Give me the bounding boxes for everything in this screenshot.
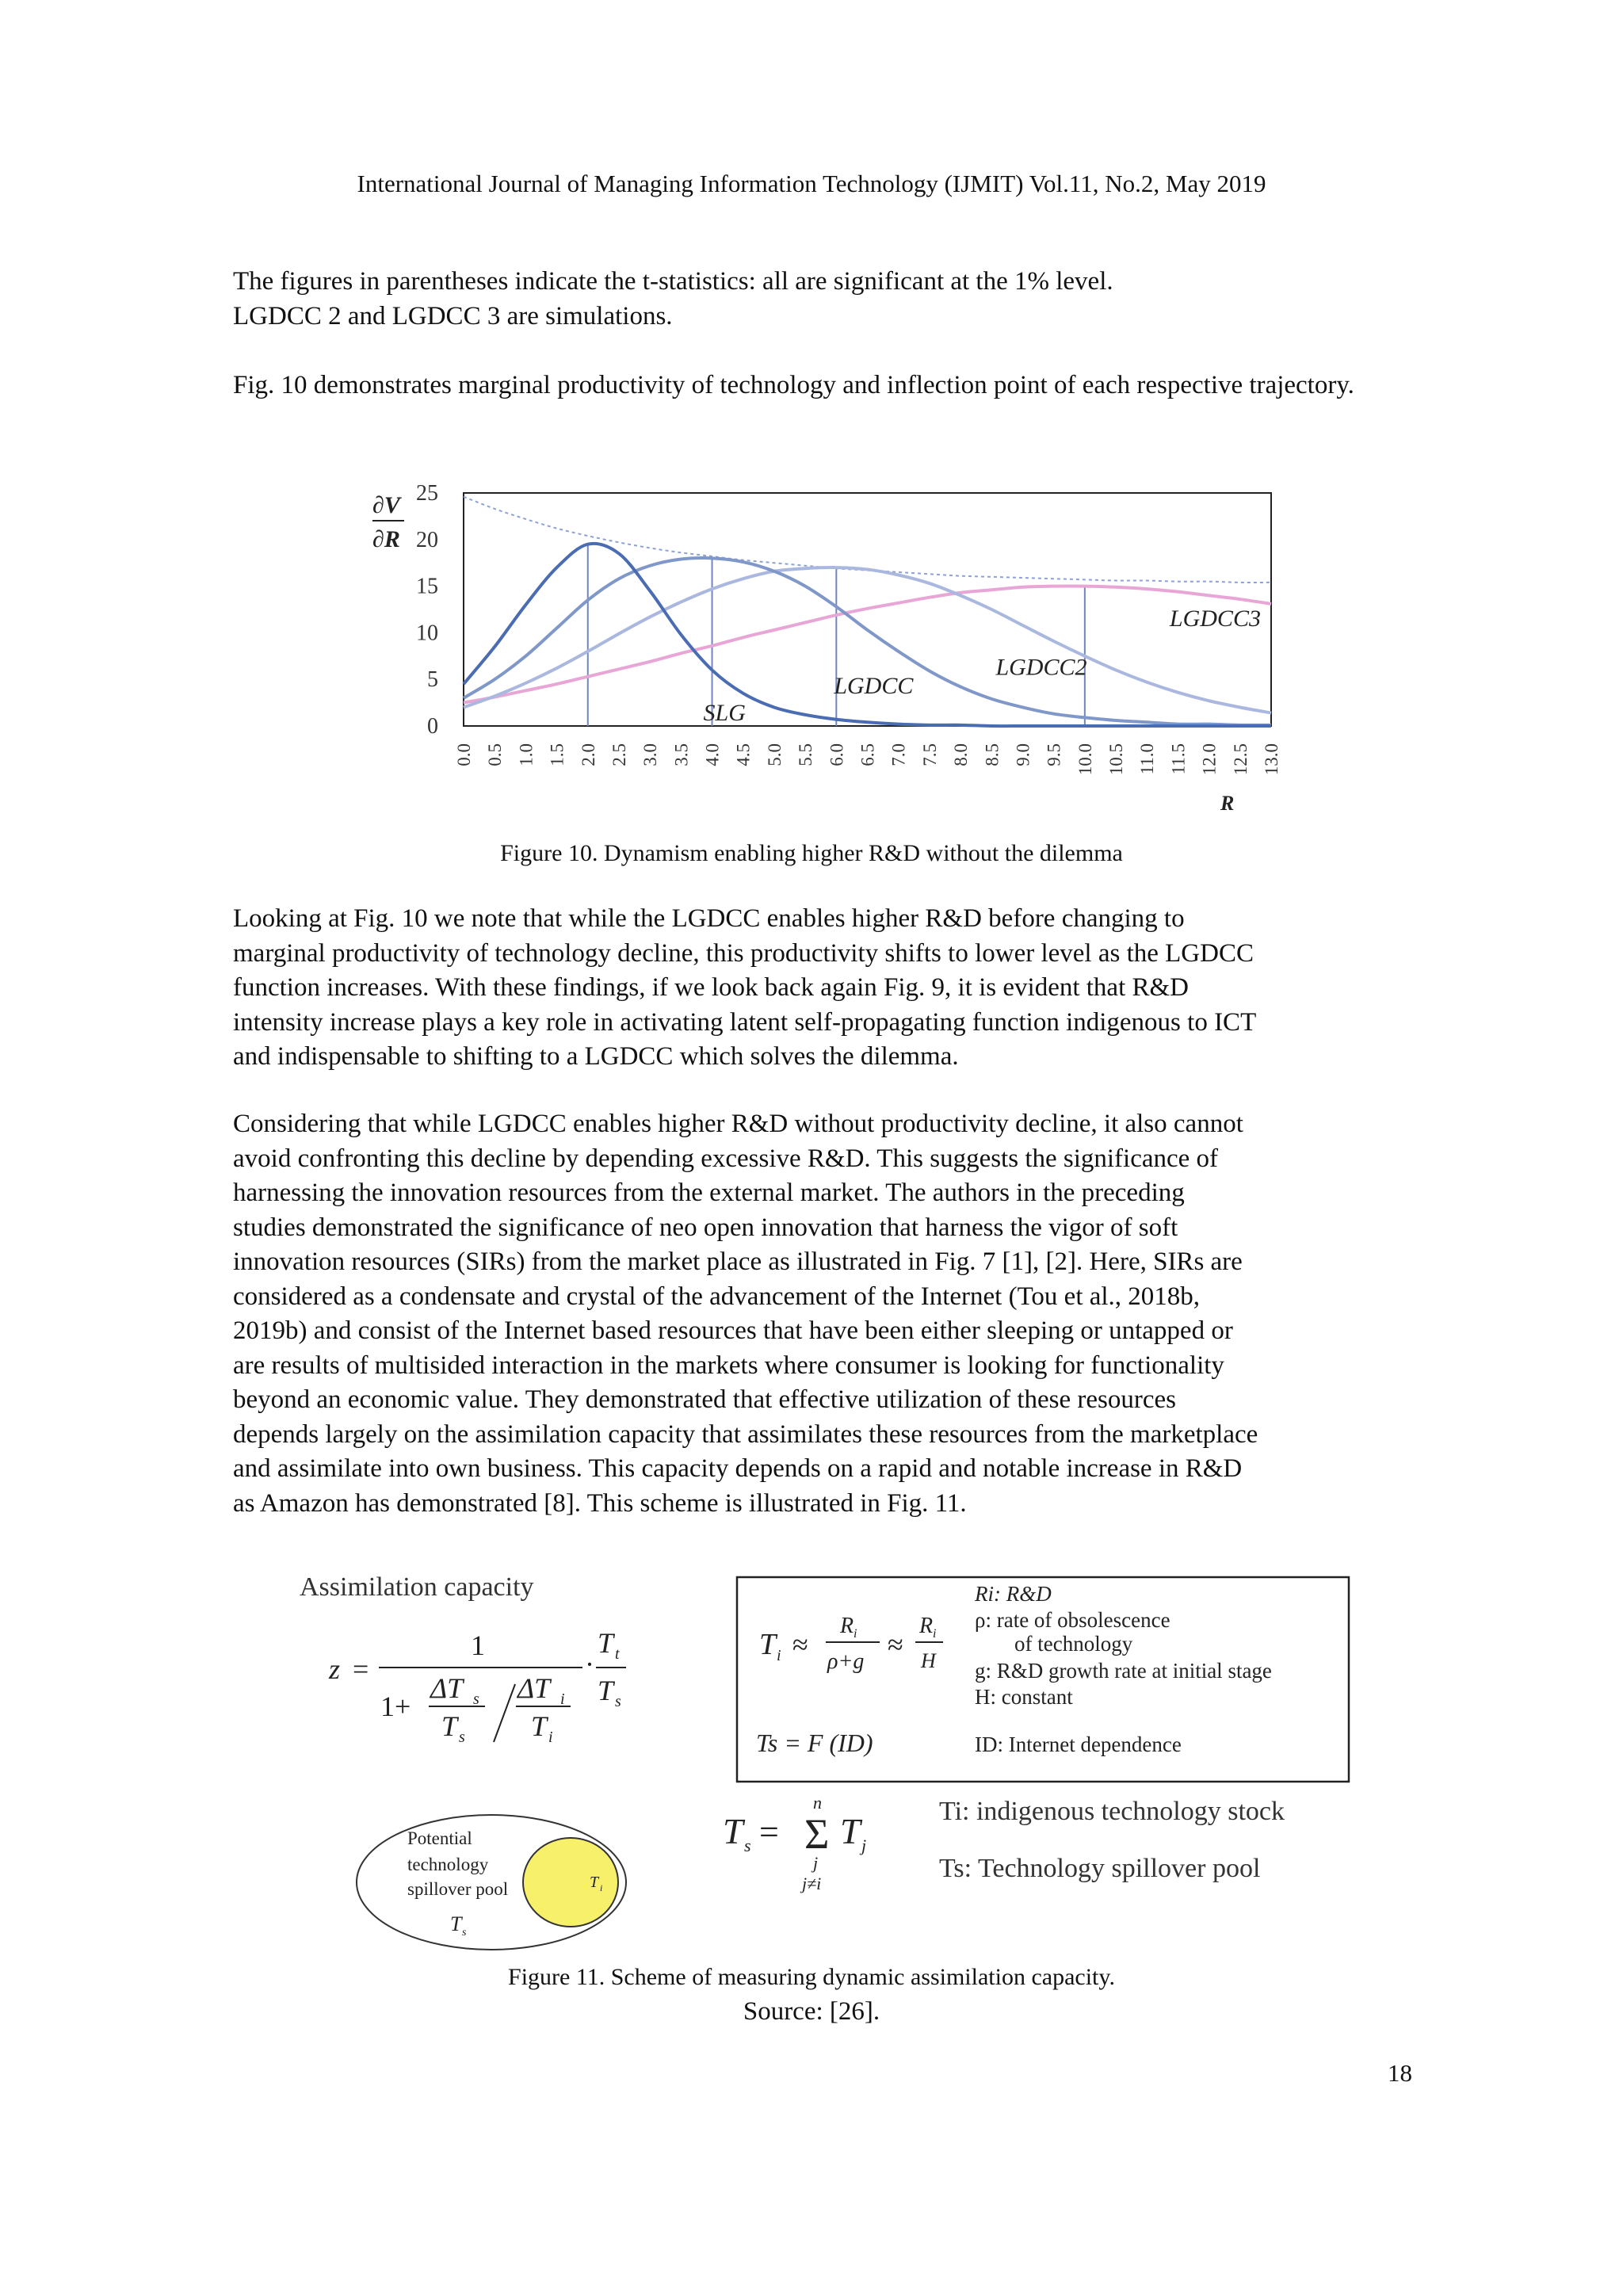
indigenous-stock-circle (523, 1838, 618, 1927)
y-tick-label: 15 (416, 574, 438, 599)
p1-line: function increases. With these findings, if we look back again Fig. 9, it is evident that R&D (233, 973, 1189, 1002)
p1-line: Looking at Fig. 10 we note that while the LGDCC enables higher R&D before changing to (233, 904, 1185, 933)
x-tick-label: 7.5 (919, 743, 940, 766)
series-label-lgdcc: LGDCC (834, 672, 914, 699)
p2-line: harnessing the innovation resources from the external market. The authors in the preceding (233, 1179, 1185, 1207)
h-denom: H (921, 1649, 936, 1672)
x-tick-label: 9.0 (1013, 743, 1033, 766)
pool-label-1: Potential (407, 1828, 472, 1848)
tt-num: T (598, 1627, 614, 1659)
x-tick-label: 3.0 (640, 743, 661, 766)
ts-den: T (598, 1675, 614, 1706)
ti-denom: T (531, 1710, 548, 1742)
x-tick-label: 4.0 (702, 743, 723, 766)
tj-term: T (840, 1811, 861, 1851)
sub-s: s (459, 1729, 465, 1746)
p2-line: are results of multisided interaction in the markets where consumer is looking for functionality (233, 1350, 1224, 1380)
def-ti: Ti: indigenous technology stock (939, 1797, 1285, 1826)
sum-equals: = (759, 1813, 779, 1851)
fig11-source: Source: [26]. (743, 1997, 880, 2026)
pool-ts: T (450, 1912, 462, 1935)
sub-t: t (615, 1645, 620, 1663)
x-tick-label: 10.5 (1106, 743, 1127, 776)
legend-h: H: constant (975, 1685, 1073, 1709)
equals-sign: = (353, 1653, 369, 1685)
body-paragraph-2 (233, 1107, 1411, 1521)
ts-function: Ts = F (ID) (756, 1729, 873, 1757)
p2-line: 2019b) and consist of the Internet based resources that have been either sleeping or untapped or (233, 1316, 1233, 1345)
body-paragraph-1 (233, 902, 1411, 1075)
legend-rho-2: of technology (1014, 1632, 1133, 1656)
x-tick-label: 11.5 (1168, 743, 1189, 775)
sub-s: s (473, 1690, 479, 1708)
fig11-scheme (293, 1561, 1363, 1958)
sub-i: i (560, 1690, 565, 1708)
multiply-dot: · (585, 1648, 594, 1680)
sub-i: i (548, 1729, 553, 1746)
x-tick-label: 12.0 (1199, 743, 1220, 776)
series-label-lgdcc2: LGDCC2 (995, 654, 1087, 681)
fig10-chart (349, 474, 1284, 823)
x-tick-label: 4.5 (733, 743, 754, 766)
slash (494, 1684, 515, 1742)
x-tick-label: 3.5 (671, 743, 692, 766)
x-tick-label: 6.0 (827, 743, 847, 766)
ti-symbol: T (759, 1628, 777, 1661)
delta-ts: ΔT (430, 1672, 464, 1704)
x-tick-label: 11.0 (1137, 743, 1158, 775)
p2-line: and assimilate into own business. This capacity depends on a rapid and notable increase in R&D (233, 1454, 1243, 1483)
x-tick-label: 8.5 (982, 743, 1002, 766)
y-tick-label: 0 (427, 714, 438, 739)
approx-1: ≈ (792, 1629, 808, 1660)
fig11-caption: Figure 11. Scheme of measuring dynamic assimilation capacity. (508, 1964, 1115, 1990)
p1-line: intensity increase plays a key role in activating latent self-propagating function indigenous to ICT (233, 1007, 1257, 1037)
p2-line: innovation resources (SIRs) from the market place as illustrated in Fig. 7 [1], [2]. Here, SIRs are (233, 1247, 1243, 1276)
p2-line: as Amazon has demonstrated [8]. This scheme is illustrated in Fig. 11. (233, 1488, 967, 1518)
x-tick-label: 12.5 (1230, 743, 1251, 776)
fig10-intro-paragraph: Fig. 10 demonstrates marginal productivity of technology and inflection point of each respective trajectory. (233, 371, 1354, 399)
p2-line: Considering that while LGDCC enables higher R&D without productivity decline, it also cannot (233, 1110, 1243, 1138)
x-tick-label: 1.0 (516, 743, 537, 766)
x-tick-label: 2.0 (578, 743, 598, 766)
sum-lower-j: j (813, 1853, 819, 1873)
sub-s: s (615, 1693, 621, 1710)
sum-lower-cond: j≠i (802, 1874, 822, 1893)
rho-g: ρ+g (827, 1649, 865, 1674)
sub-i: i (933, 1627, 937, 1641)
x-tick-label: 0.0 (454, 743, 474, 766)
y-axis-label-top: ∂V (372, 492, 400, 518)
y-tick-label: 5 (427, 667, 438, 693)
ri-num: R (840, 1614, 854, 1638)
def-ts: Ts: Technology spillover pool (939, 1854, 1261, 1883)
p1-line: and indispensable to shifting to a LGDCC which solves the dilemma. (233, 1042, 959, 1071)
intro-line-2: LGDCC 2 and LGDCC 3 are simulations. (233, 301, 673, 330)
page-number: 18 (1388, 2059, 1412, 2087)
p1-line: marginal productivity of technology decline, this productivity shifts to lower level as the LGDCC (233, 938, 1254, 968)
x-tick-label: 8.0 (951, 743, 972, 766)
x-tick-label: 1.5 (547, 743, 567, 766)
x-tick-label: 6.5 (857, 743, 878, 766)
intro-line-1: The figures in parentheses indicate the t-statistics: all are significant at the 1% level. (233, 267, 1113, 296)
p2-line: studies demonstrated the significance of neo open innovation that harness the vigor of soft (233, 1213, 1178, 1242)
ts-denom: T (441, 1710, 458, 1742)
running-header: International Journal of Managing Information Technology (IJMIT) Vol.11, No.2, May 2019 (357, 170, 1266, 197)
one-plus: 1+ (380, 1690, 411, 1722)
p2-line: depends largely on the assimilation capacity that assimilates these resources from the marketplace (233, 1419, 1258, 1449)
numerator-one: 1 (471, 1629, 485, 1661)
pool-label-2: technology (407, 1855, 489, 1874)
y-tick-label: 20 (416, 527, 438, 552)
sub-s: s (462, 1927, 467, 1939)
sum-upper: n (813, 1793, 822, 1813)
p2-line: considered as a condensate and crystal of the advancement of the Internet (Tou et al., 2018b, (233, 1282, 1201, 1311)
x-axis-label: R (1220, 792, 1235, 815)
x-tick-label: 13.0 (1262, 743, 1281, 776)
y-tick-label: 25 (416, 481, 438, 506)
legend-rho-1: ρ: rate of obsolescence (975, 1608, 1170, 1632)
ri-num-2: R (919, 1614, 934, 1638)
sub-s: s (744, 1836, 751, 1855)
sub-j: j (861, 1836, 867, 1855)
series-label-lgdcc3: LGDCC3 (1169, 606, 1261, 632)
z-symbol: z (329, 1653, 341, 1685)
series-label-slg: SLG (703, 699, 746, 726)
x-tick-label: 9.5 (1044, 743, 1064, 766)
legend-g: g: R&D growth rate at initial stage (975, 1659, 1272, 1683)
intro-paragraph (233, 265, 1411, 334)
legend-ri: Ri: R&D (975, 1582, 1052, 1606)
assimilation-title: Assimilation capacity (300, 1572, 534, 1602)
fig10-caption: Figure 10. Dynamism enabling higher R&D without the dilemma (500, 840, 1123, 866)
x-tick-label: 5.5 (796, 743, 816, 766)
ts-sum-lhs: T (723, 1811, 743, 1851)
sub-i: i (777, 1647, 781, 1664)
p2-line: beyond an economic value. They demonstrated that effective utilization of these resources (233, 1385, 1177, 1414)
x-tick-label: 10.0 (1075, 743, 1095, 776)
approx-2: ≈ (888, 1629, 903, 1660)
delta-ti: ΔT (517, 1672, 551, 1704)
p2-line: avoid confronting this decline by depending excessive R&D. This suggests the significance of (233, 1144, 1219, 1173)
x-tick-label: 7.0 (888, 743, 909, 766)
y-tick-label: 10 (416, 621, 438, 646)
legend-id: ID: Internet dependence (975, 1733, 1182, 1756)
x-tick-label: 0.5 (485, 743, 506, 766)
x-tick-label: 5.0 (764, 743, 785, 766)
sub-i: i (600, 1882, 603, 1893)
sigma-icon: Σ (804, 1810, 830, 1858)
pool-label-3: spillover pool (407, 1879, 509, 1899)
y-axis-label-bottom: ∂R (372, 526, 400, 552)
circle-ti: T (590, 1874, 599, 1891)
sub-i: i (854, 1627, 857, 1641)
x-tick-label: 2.5 (609, 743, 629, 766)
